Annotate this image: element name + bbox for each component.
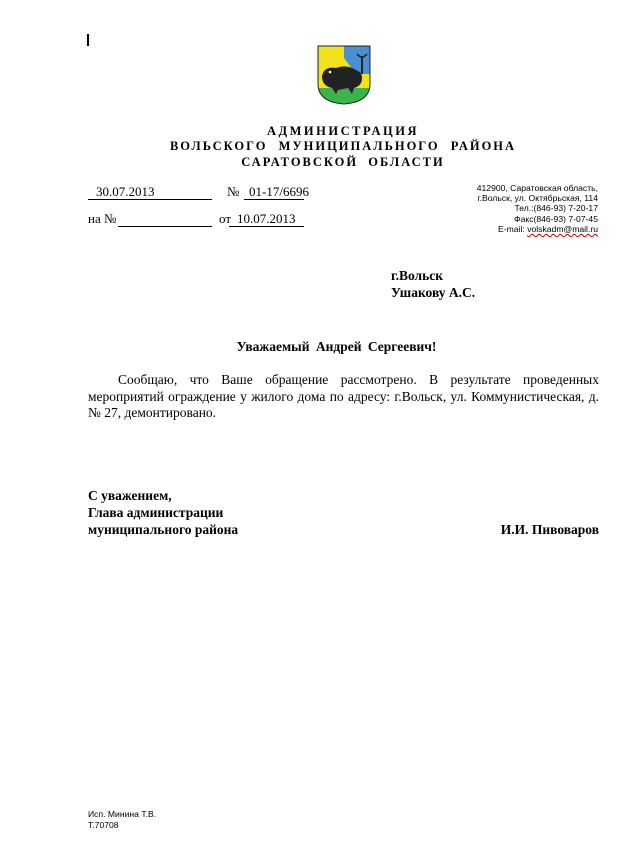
greeting: Уважаемый Андрей Сергеевич!	[236, 339, 437, 354]
org-title-line-3: САРАТОВСКОЙ ОБЛАСТИ	[241, 155, 445, 169]
email-value: volskadm@mail.ru	[527, 223, 598, 234]
coat-of-arms-icon	[316, 44, 372, 106]
address-phone: Тел.:(846-93) 7-20-17	[514, 203, 598, 214]
recipient-name: Ушакову А.С.	[391, 285, 476, 300]
signer-name: И.И. Пивоваров	[500, 522, 599, 537]
sender-address	[477, 183, 598, 234]
outgoing-number-label: №	[227, 184, 240, 199]
executor-phone: Т.70708	[88, 820, 119, 830]
address-fax: Факс(846-93) 7-07-45	[514, 213, 598, 224]
letter-body: Сообщаю, что Ваше обращение рассмотрено. В результате проведенных мероприятий ограждение у жилого дома по адресу: г.Вольск, ул. Коммунистическая, д.№ 27, демонтировано.	[88, 372, 599, 420]
org-title-line-2: ВОЛЬСКОГО МУНИЦИПАЛЬНОГО РАЙОНА	[169, 139, 517, 153]
reference-number-label: на №	[88, 211, 117, 226]
executor-name: Исп. Минина Т.В.	[88, 809, 157, 819]
outgoing-number: 01-17/6696	[244, 184, 304, 200]
outgoing-date: 30.07.2013	[88, 184, 212, 200]
reference-from-label: от	[219, 211, 232, 226]
org-title-line-1: АДМИНИСТРАЦИЯ	[267, 124, 419, 138]
text-cursor-mark	[87, 34, 89, 46]
address-line: 412900, Саратовская область,	[476, 183, 598, 193]
reference-number	[118, 211, 212, 227]
reference-date: 10.07.2013	[229, 211, 304, 227]
signature-closing: С уважением,	[88, 488, 172, 503]
recipient-city: г.Вольск	[391, 268, 444, 283]
address-line: г.Вольск, ул. Октябрьская, 114	[477, 193, 598, 204]
signature-title-line-2: муниципального района	[88, 522, 239, 537]
address-email-row	[477, 224, 598, 234]
email-label: E-mail:	[498, 223, 525, 234]
signature-title-line-1: Глава администрации	[88, 505, 224, 520]
